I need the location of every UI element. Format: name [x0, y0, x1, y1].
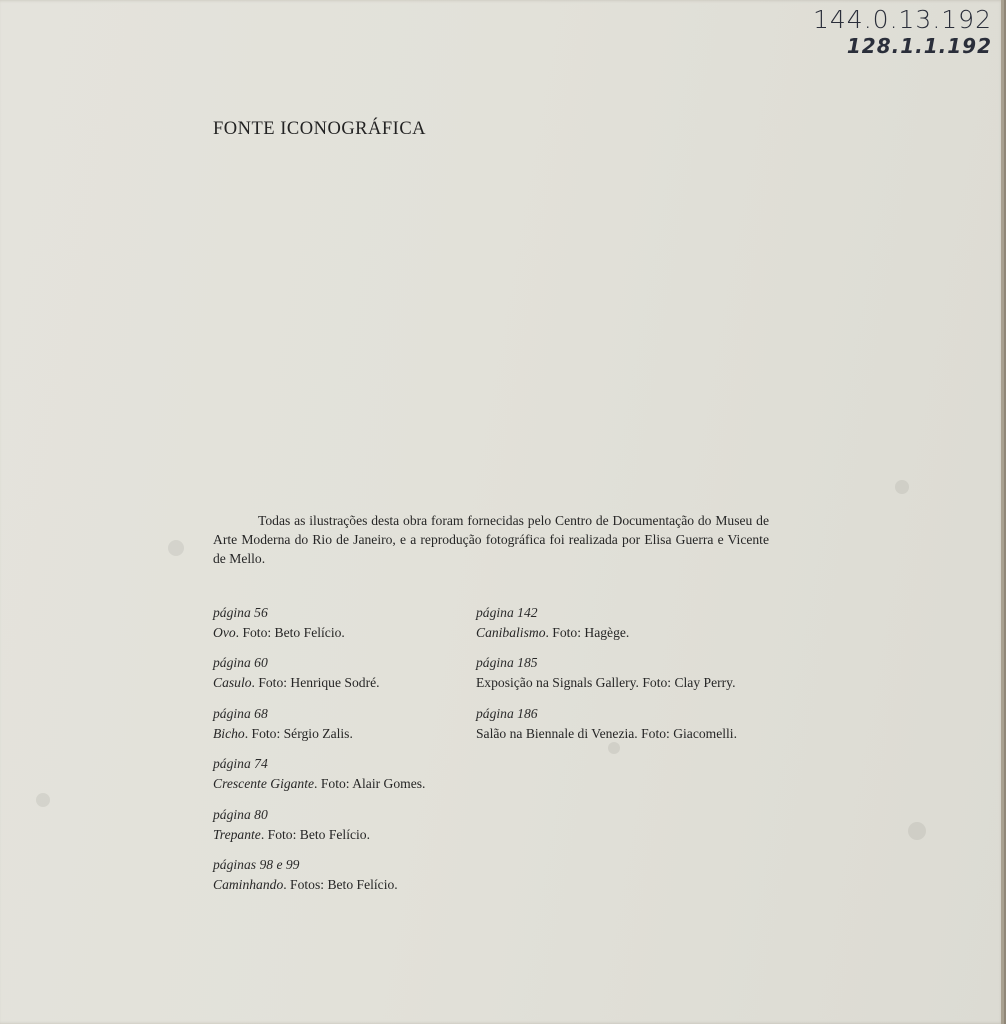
work-title: Casulo: [213, 675, 252, 691]
credit-entry: [213, 653, 473, 703]
page-reference: página 185: [476, 655, 538, 671]
credit-entry: [213, 704, 473, 754]
credit-entry: [213, 855, 473, 905]
page-reference: páginas 98 e 99: [213, 856, 300, 872]
intro-paragraph: Todas as ilustrações desta obra foram fornecidas pelo Centro de Documentação do Museu de Arte Moderna do Rio de Janeiro, e a reprodução fotográfica foi realizada por Elisa Guerra e Vicente de Mello.: [213, 513, 769, 566]
photo-credit: [213, 724, 473, 744]
paper-speck: [168, 540, 184, 556]
page-reference: página 142: [476, 605, 538, 620]
work-title: Trepante: [213, 826, 261, 842]
work-title: Canibalismo: [476, 625, 546, 640]
handwritten-note: 144.0.13.192: [813, 5, 992, 34]
photo-credit: [213, 825, 473, 845]
credits-list-right: [476, 603, 776, 754]
credit-text: Exposição na Signals Gallery. Foto: Clay Perry.: [476, 675, 736, 691]
paper-speck: [908, 822, 926, 840]
credit-entry: [476, 653, 776, 703]
credit-entry: [213, 603, 473, 653]
credit-text: . Foto: Beto Felício.: [235, 625, 345, 640]
paper-speck: [36, 793, 50, 807]
credit-text: . Foto: Beto Felício.: [260, 826, 370, 842]
paper-speck: [895, 480, 909, 494]
credit-text: . Foto: Sérgio Zalis.: [244, 725, 353, 741]
page-title: FONTE ICONOGRÁFICA: [213, 119, 427, 139]
page-reference: página 60: [213, 655, 268, 671]
page-reference: página 186: [476, 705, 538, 721]
photo-credit: [476, 623, 776, 643]
page-reference: página 80: [213, 806, 268, 822]
photo-credit: [476, 724, 776, 744]
photo-credit: [476, 673, 776, 693]
credit-text: Salão na Biennale di Venezia. Foto: Giacomelli.: [476, 725, 737, 741]
page-reference: página 68: [213, 705, 268, 721]
credit-text: . Foto: Alair Gomes.: [314, 776, 426, 792]
photo-credit: [213, 875, 473, 895]
credit-text: . Foto: Henrique Sodré.: [251, 675, 380, 691]
work-title: Caminhando: [213, 876, 284, 892]
handwritten-note: 128.1.1.192: [846, 34, 992, 58]
work-title: Bicho: [213, 725, 245, 741]
credit-entry: [476, 704, 776, 754]
credit-entry: [213, 754, 473, 804]
page-reference: página 74: [213, 756, 268, 772]
work-title: Ovo: [213, 625, 236, 640]
credits-list-left: [213, 603, 473, 905]
photo-credit: [213, 774, 473, 794]
credit-text: . Foto: Hagège.: [545, 625, 630, 640]
handwritten-catalog-numbers: [812, 6, 992, 58]
page-edge: [1001, 0, 1004, 1024]
credit-text: . Fotos: Beto Felício.: [283, 876, 398, 892]
credit-entry: [476, 603, 776, 653]
photo-credit: [213, 673, 473, 693]
credit-entry: [213, 805, 473, 855]
work-title: Crescente Gigante: [213, 776, 315, 792]
page-reference: página 56: [213, 605, 268, 620]
photo-credit: [213, 623, 473, 643]
